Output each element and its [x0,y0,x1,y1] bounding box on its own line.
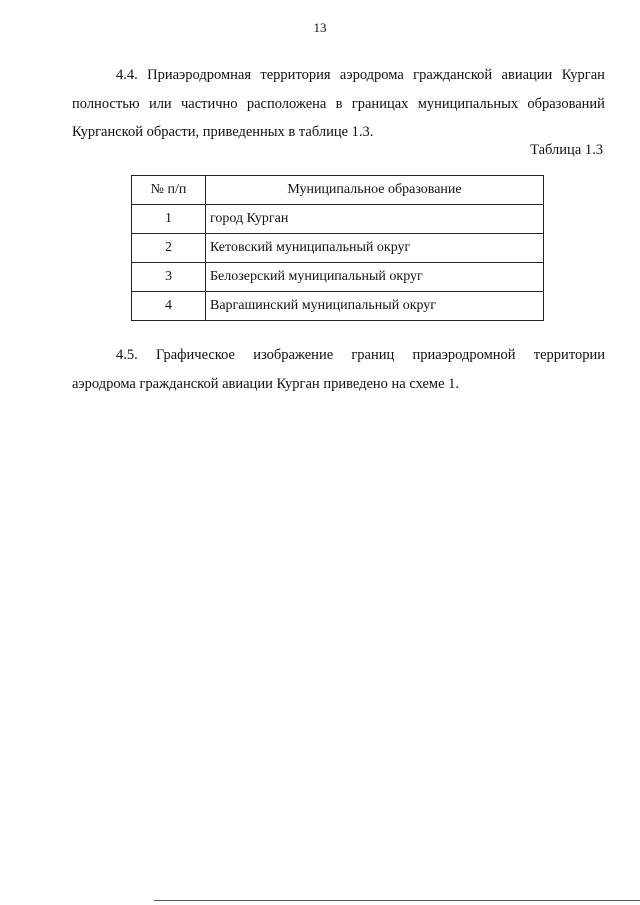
word: образований [527,95,605,112]
word: Графическое [155,347,235,363]
municipality-cell: город Курган [206,205,544,234]
table-header-row [132,176,544,205]
paragraph-4-5 [72,341,605,398]
word: авиации [501,67,553,83]
word: Курган [561,67,605,83]
section-number: 4.5. [116,347,138,363]
word: приаэродромной [412,347,516,363]
municipalities-table [131,175,544,321]
row-number-cell: 3 [132,263,206,292]
section-number: 4.4. [116,67,138,83]
word: Приаэродромная [147,67,252,83]
column-header-number: № п/п [132,176,206,205]
word: муниципальных [417,95,519,112]
word: территория [260,67,331,83]
municipality-cell: Кетовский муниципальный округ [206,234,544,263]
paragraph-line: аэродрома гражданской авиации Курган приведено на схеме 1. [72,375,460,392]
row-number-cell: 4 [132,292,206,321]
word: границ [351,347,395,363]
table-row [132,234,544,263]
word: или [148,95,172,112]
paragraph-line [72,61,605,90]
paragraph-line: Курганской обрасти, приведенных в таблице 1.3. [72,124,374,140]
word: полностью [72,95,140,112]
word: территории [533,347,605,363]
scan-edge-line [154,900,640,901]
column-header-municipality: Муниципальное образование [206,176,544,205]
row-number-cell: 2 [132,234,206,263]
word: границах [351,95,409,112]
municipality-cell: Белозерский муниципальный округ [206,263,544,292]
municipality-cell: Варгашинский муниципальный округ [206,292,544,321]
table-caption: Таблица 1.3 [530,142,603,158]
paragraph-line [72,341,605,370]
word: расположена [246,95,327,112]
paragraph-4-4 [72,61,605,147]
paragraph-line [72,90,605,119]
table-row [132,205,544,234]
word: изображение [253,347,334,363]
table-row [132,292,544,321]
word: аэродрома [339,67,404,83]
row-number-cell: 1 [132,205,206,234]
word: частично [180,95,238,112]
word: гражданской [413,67,493,83]
table-row [132,263,544,292]
word: в [335,95,343,112]
page-number: 13 [313,20,327,35]
